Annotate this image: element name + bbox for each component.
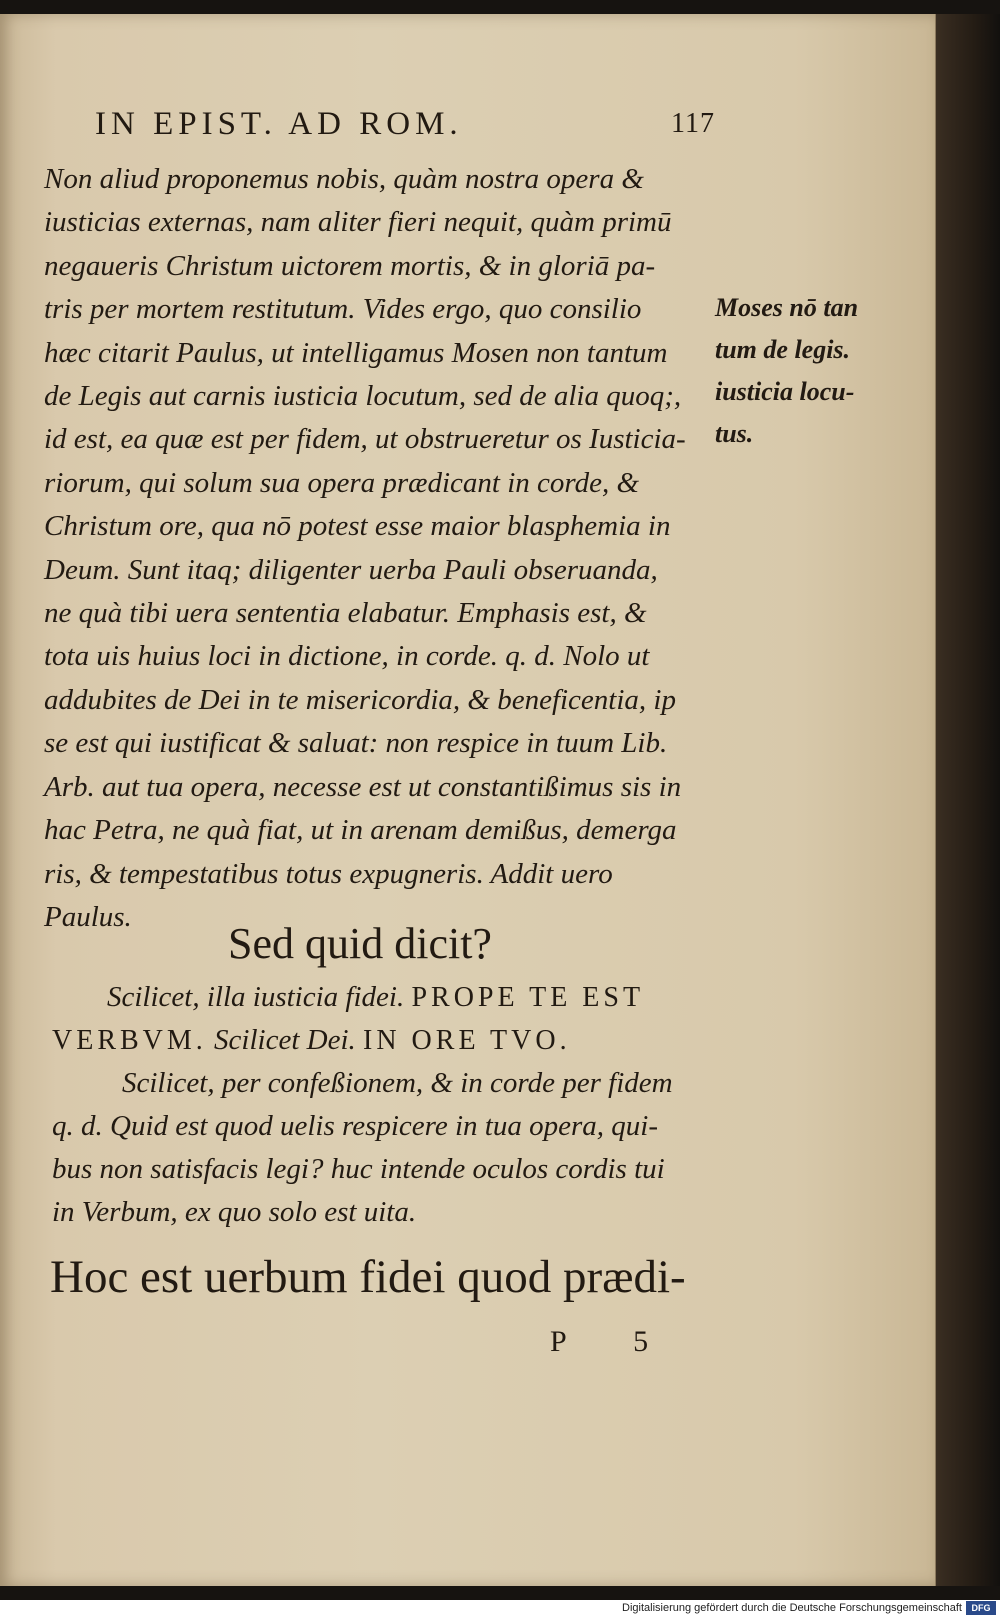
text-line xyxy=(52,976,712,1019)
gloss-text: in Verbum, ex quo solo est uita. xyxy=(52,1196,417,1228)
text-line: hæc citarit Paulus, ut intelligamus Mosen non tantum xyxy=(44,336,668,369)
gloss-text: Scilicet, per confeßionem, & in corde per fidem xyxy=(122,1067,673,1099)
margin-note-line: tus. xyxy=(715,419,754,448)
text-line xyxy=(52,1019,712,1062)
text-line: addubites de Dei in te misericordia, & beneficentia, ip xyxy=(44,683,676,716)
page-number: 117 xyxy=(671,108,715,139)
text-line: Arb. aut tua opera, necesse est ut constantißimus sis in xyxy=(44,770,682,803)
margin-note xyxy=(715,287,905,455)
text-line xyxy=(52,1148,712,1191)
gloss-text: q. d. Quid est quod uelis respicere in tua opera, qui- xyxy=(52,1110,658,1142)
scripture-caps: PROPE TE EST xyxy=(411,982,645,1013)
text-line: se est qui iustificat & saluat: non respice in tuum Lib. xyxy=(44,727,668,760)
text-line xyxy=(52,1105,712,1148)
text-line xyxy=(52,1062,712,1105)
margin-note-line: Moses nō tan xyxy=(715,293,859,322)
text-line xyxy=(52,1191,712,1234)
text-line: Christum ore, qua nō potest esse maior blasphemia in xyxy=(44,510,671,543)
text-line: Deum. Sunt itaq; diligenter uerba Pauli obseruanda, xyxy=(44,553,658,586)
text-line: tota uis huius loci in dictione, in corde. q. d. Nolo ut xyxy=(44,640,650,673)
text-line: de Legis aut carnis iusticia locutum, sed de alia quoq;, xyxy=(44,380,682,413)
text-line: ris, & tempestatibus totus expugneris. Addit uero xyxy=(44,857,613,890)
margin-note-line: iusticia locu- xyxy=(715,377,855,406)
lemma-heading: Sed quid dicit? xyxy=(228,919,492,968)
text-line: iusticias externas, nam aliter fieri nequit, quàm primū xyxy=(44,206,672,239)
lemma-commentary xyxy=(52,976,712,1234)
main-text-block xyxy=(44,158,714,939)
text-line: riorum, qui solum sua opera prædicant in corde, & xyxy=(44,466,640,499)
text-line: id est, ea quæ est per fidem, ut obstrueretur os Iusticia- xyxy=(44,423,686,456)
text-line: ne quà tibi uera sententia elabatur. Emphasis est, & xyxy=(44,597,647,630)
scripture-caps: VERBVM. xyxy=(52,1025,207,1056)
scripture-caps: IN ORE TVO. xyxy=(363,1025,571,1056)
gloss-text: Scilicet Dei. xyxy=(214,1024,356,1056)
margin-note-line: tum de legis. xyxy=(715,335,851,364)
running-title: IN EPIST. AD ROM. xyxy=(95,106,463,142)
text-line: Non aliud proponemus nobis, quàm nostra opera & xyxy=(44,163,644,195)
gloss-text: Scilicet, illa iusticia fidei. xyxy=(107,981,405,1013)
footer-credit: Digitalisierung gefördert durch die Deutsche Forschungsgemeinschaft xyxy=(622,1602,962,1614)
dfg-logo-icon: DFG xyxy=(966,1601,996,1615)
gloss-text: bus non satisfacis legi? huc intende oculos cordis tui xyxy=(52,1153,665,1185)
signature-mark: P 5 xyxy=(550,1325,679,1358)
lemma-heading: Hoc est uerbum fidei quod prædi- xyxy=(50,1251,686,1303)
book-binding xyxy=(936,14,1000,1586)
text-line: negaueris Christum uictorem mortis, & in gloriā pa- xyxy=(44,249,656,282)
text-line: tris per mortem restitutum. Vides ergo, quo consilio xyxy=(44,293,642,326)
running-header xyxy=(95,100,715,150)
text-line: hac Petra, ne quà fiat, ut in arenam demißus, demerga xyxy=(44,814,677,847)
text-line: Paulus. xyxy=(44,900,132,933)
